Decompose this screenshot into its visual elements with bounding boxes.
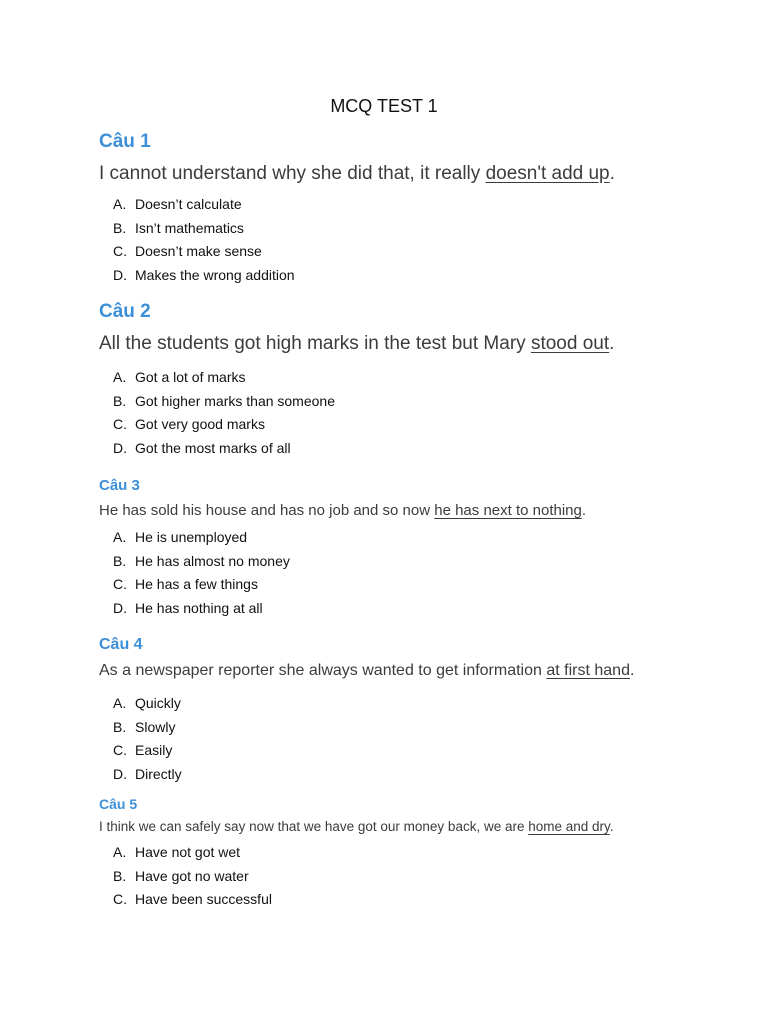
question-5-options <box>113 841 272 912</box>
question-1-underlined-phrase: doesn't add up <box>485 163 610 184</box>
question-1-text-before: I cannot understand why she did that, it really <box>99 163 486 184</box>
option-text: Got higher marks than someone <box>135 392 335 409</box>
option-text: Directly <box>135 765 182 782</box>
question-3-text-after: . <box>581 502 587 519</box>
option-a[interactable] <box>113 366 335 390</box>
option-a[interactable] <box>113 193 295 217</box>
option-letter: C. <box>113 243 127 259</box>
question-1-text <box>99 164 615 183</box>
option-text: Got a lot of marks <box>135 369 246 385</box>
option-a[interactable] <box>113 841 272 865</box>
question-4-text <box>99 663 634 679</box>
option-letter: A. <box>113 196 127 212</box>
option-text: Makes the wrong addition <box>135 266 295 283</box>
option-letter: A. <box>113 529 127 545</box>
question-1-heading: Câu 1 <box>99 131 151 152</box>
option-letter: A. <box>113 369 127 385</box>
question-2-text-after: . <box>609 333 615 354</box>
question-2-heading: Câu 2 <box>99 301 151 322</box>
option-c[interactable] <box>113 240 295 264</box>
question-4-text-after: . <box>629 662 635 679</box>
question-1-options <box>113 193 295 287</box>
question-5-text <box>99 820 614 834</box>
option-letter: B. <box>113 718 127 735</box>
option-text: Have not got wet <box>135 844 241 860</box>
option-d[interactable] <box>113 437 335 461</box>
question-4-underlined-phrase: at first hand <box>546 662 630 679</box>
option-letter: D. <box>113 266 127 283</box>
question-4-text-before: As a newspaper reporter she always wanted to get information <box>99 662 547 679</box>
option-letter: A. <box>113 844 127 860</box>
question-1-text-after: . <box>609 163 615 184</box>
document-title: MCQ TEST 1 <box>330 96 438 116</box>
question-2-text-before: All the students got high marks in the test but Mary <box>99 333 531 354</box>
option-letter: B. <box>113 219 127 236</box>
option-letter: D. <box>113 439 127 456</box>
option-text: Isn’t mathematics <box>135 219 244 236</box>
option-letter: C. <box>113 891 127 907</box>
option-letter: C. <box>113 576 127 592</box>
option-text: He has almost no money <box>135 552 290 569</box>
option-letter: B. <box>113 867 127 884</box>
option-b[interactable] <box>113 865 272 889</box>
option-text: He has nothing at all <box>135 599 263 616</box>
question-5-text-after: . <box>609 819 614 834</box>
option-d[interactable] <box>113 597 290 621</box>
question-4-options <box>113 692 182 786</box>
option-text: Have been successful <box>135 891 272 907</box>
question-3-underlined-phrase: he has next to nothing <box>434 502 582 519</box>
option-b[interactable] <box>113 217 295 241</box>
option-text: Doesn’t make sense <box>135 243 262 259</box>
option-letter: C. <box>113 742 127 758</box>
option-c[interactable] <box>113 413 335 437</box>
option-b[interactable] <box>113 390 335 414</box>
option-text: Got the most marks of all <box>135 439 291 456</box>
option-text: Got very good marks <box>135 416 265 432</box>
option-letter: D. <box>113 765 127 782</box>
option-text: Doesn’t calculate <box>135 196 242 212</box>
option-text: Easily <box>135 742 173 758</box>
question-5-text-before: I think we can safely say now that we have got our money back, we are <box>99 819 529 834</box>
option-letter: B. <box>113 392 127 409</box>
question-2-options <box>113 366 335 460</box>
option-text: Slowly <box>135 718 176 735</box>
option-letter: A. <box>113 695 127 711</box>
option-c[interactable] <box>113 739 182 763</box>
question-5-heading: Câu 5 <box>99 796 138 812</box>
option-letter: B. <box>113 552 127 569</box>
question-3-options <box>113 526 290 620</box>
option-text: Quickly <box>135 695 181 711</box>
question-4-heading: Câu 4 <box>99 636 143 653</box>
option-text: He has a few things <box>135 576 258 592</box>
question-2-text <box>99 334 614 353</box>
question-3-heading: Câu 3 <box>99 477 140 494</box>
option-c[interactable] <box>113 888 272 912</box>
option-text: Have got no water <box>135 867 249 884</box>
option-a[interactable] <box>113 692 182 716</box>
question-3-text-before: He has sold his house and has no job and so now <box>99 502 435 519</box>
option-b[interactable] <box>113 716 182 740</box>
option-text: He is unemployed <box>135 529 248 545</box>
question-3-text <box>99 503 586 518</box>
option-d[interactable] <box>113 763 182 787</box>
option-c[interactable] <box>113 573 290 597</box>
option-letter: C. <box>113 416 127 432</box>
option-b[interactable] <box>113 550 290 574</box>
option-d[interactable] <box>113 264 295 288</box>
question-2-underlined-phrase: stood out <box>530 333 610 354</box>
question-5-underlined-phrase: home and dry <box>528 819 610 834</box>
option-a[interactable] <box>113 526 290 550</box>
option-letter: D. <box>113 599 127 616</box>
